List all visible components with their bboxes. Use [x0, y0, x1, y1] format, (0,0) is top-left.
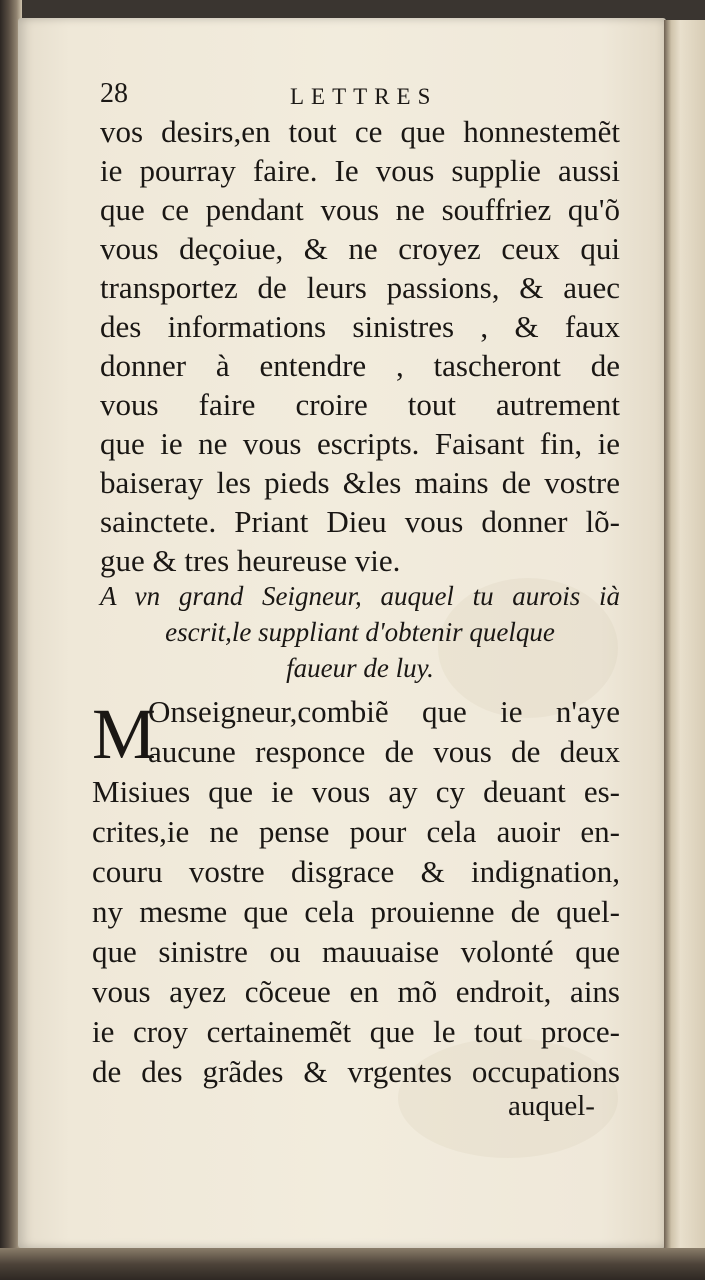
letter-body: [92, 692, 620, 1092]
text-line: donner à entendre , tascheront de: [100, 348, 620, 383]
text-line: des informations sinistres , & faux: [100, 309, 620, 344]
text-line: ny mesme que cela prouienne de quel-: [92, 894, 620, 929]
text-line: que sinistre ou mauuaise volonté que: [92, 934, 620, 969]
text-line: crites,ie ne pense pour cela auoir en-: [92, 814, 620, 849]
text-line: Onseigneur,combiẽ que ie n'aye: [148, 694, 620, 729]
text-line: que ce pendant vous ne souffriez qu'õ: [100, 192, 620, 227]
letter-heading: [100, 578, 620, 686]
drop-cap: M: [92, 694, 157, 774]
book-cover-edge: [0, 1248, 705, 1280]
text-line: ie pourray faire. Ie vous supplie aussi: [100, 153, 620, 188]
page-number: 28: [100, 78, 128, 109]
heading-line: A vn grand Seigneur, auquel tu aurois ià: [100, 581, 620, 611]
continuation-paragraph: [100, 112, 620, 580]
text-line: vous deçoiue, & ne croyez ceux qui: [100, 231, 620, 266]
text-line: vos desirs,en tout ce que honnestemẽt: [100, 114, 620, 149]
text-line: ie croy certainemẽt que le tout proce-: [92, 1014, 620, 1049]
text-line: gue & tres heureuse vie.: [100, 543, 401, 578]
text-line: baiseray les pieds &les mains de vostre: [100, 465, 620, 500]
heading-line: escrit,le suppliant d'obtenir quelque: [165, 617, 555, 647]
running-title: LETTRES: [290, 84, 438, 109]
text-line: aucune responce de vous de deux: [148, 734, 620, 769]
facing-page-edge: [664, 20, 705, 1260]
text-line: transportez de leurs passions, & auec: [100, 270, 620, 305]
text-line: de des grãdes & vrgentes occupations: [92, 1054, 620, 1089]
catchword: auquel-: [508, 1090, 595, 1122]
text-line: vous ayez cõceue en mõ endroit, ains: [92, 974, 620, 1009]
text-line: couru vostre disgrace & indignation,: [92, 854, 620, 889]
text-line: Misiues que ie vous ay cy deuant es-: [92, 774, 620, 809]
text-line: vous faire croire tout autrement: [100, 387, 620, 422]
heading-line: faueur de luy.: [286, 653, 434, 683]
text-line: que ie ne vous escripts. Faisant fin, ie: [100, 426, 620, 461]
text-line: sainctete. Priant Dieu vous donner lõ-: [100, 504, 620, 539]
